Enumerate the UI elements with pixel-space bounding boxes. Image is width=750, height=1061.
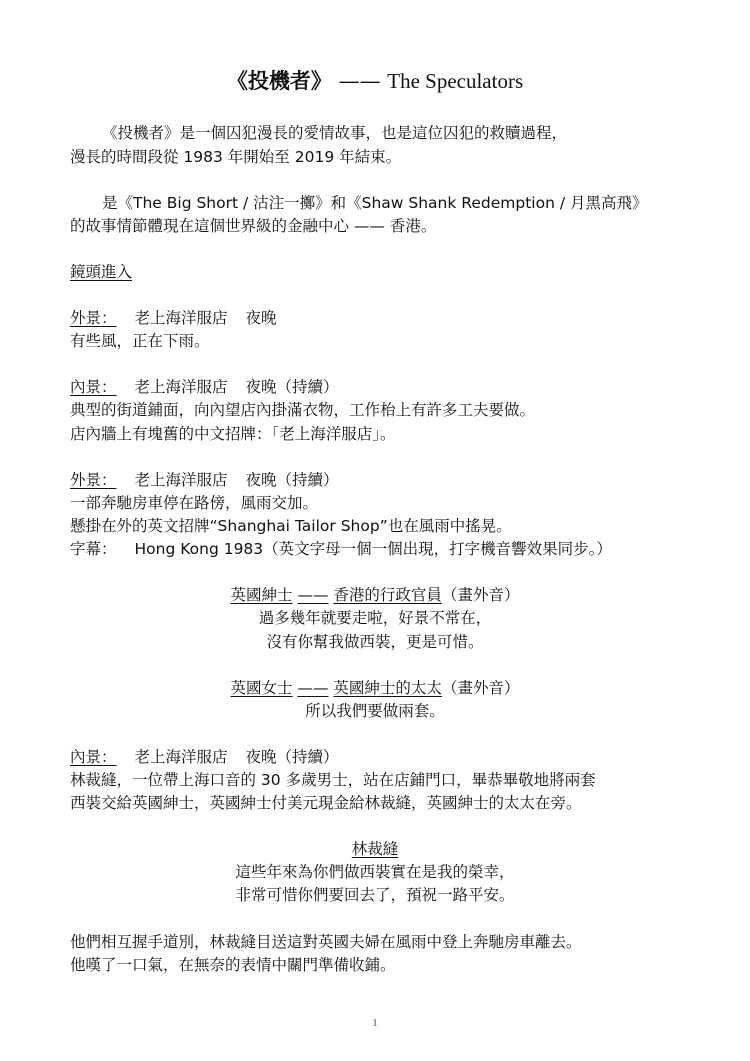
scene-label: 內景： — [70, 748, 117, 766]
speaker-name: 林裁縫 — [351, 840, 399, 858]
dialogue3-speaker — [0, 838, 750, 860]
scene1-heading — [70, 307, 277, 329]
closing-line1: 他們相互握手道別，林裁縫目送這對英國夫婦在風雨中登上奔馳房車離去。 — [70, 933, 582, 951]
scene-time: 夜晚 — [245, 309, 277, 327]
scene-label: 內景： — [70, 378, 117, 396]
scene-place: 老上海洋服店 — [134, 748, 228, 766]
scene-label: 外景： — [70, 309, 117, 327]
scene2-line1: 典型的街道鋪面，向內望店內掛滿衣物，工作枱上有許多工夫要做。 — [70, 401, 536, 419]
dialogue2-line1: 所以我們要做兩套。 — [305, 702, 445, 720]
dialogue2-speaker — [0, 677, 750, 699]
intro-p2-line2: 的故事情節體現在這個世界級的金融中心 —— 香港。 — [70, 217, 437, 235]
dialogue3-line1: 這些年來為你們做西裝實在是我的榮幸， — [235, 863, 515, 881]
dialogue3-line2: 非常可惜你們要回去了，預祝一路平安。 — [235, 886, 515, 904]
document-title — [0, 64, 750, 98]
scene-place: 老上海洋服店 — [134, 378, 228, 396]
speaker-b: 香港的行政官員 — [333, 586, 442, 604]
dialogue1-speaker — [0, 584, 750, 606]
scene4-heading — [70, 746, 339, 768]
scene2-heading — [70, 376, 339, 398]
scene-time: 夜晚（持續） — [245, 378, 339, 396]
scene-label: 外景： — [70, 471, 117, 489]
speaker-note: （畫外音） — [441, 679, 520, 697]
scene-place: 老上海洋服店 — [134, 471, 228, 489]
subtitle-text: Hong Kong 1983（英文字母一個一個出現，打字機音響效果同步。） — [134, 540, 612, 558]
camera-in-heading: 鏡頭進入 — [70, 263, 133, 281]
title-english: The Speculators — [387, 69, 524, 93]
closing-line2: 他嘆了一口氣，在無奈的表情中關門準備收鋪。 — [70, 956, 396, 974]
dialogue1-line1: 過多幾年就要走啦，好景不常在， — [258, 609, 492, 627]
dialogue1-line2: 沒有你幫我做西裝，更是可惜。 — [266, 633, 484, 651]
intro-p1-line2: 漫長的時間段從 1983 年開始至 2019 年結束。 — [70, 148, 402, 166]
scene3-subtitle — [70, 538, 612, 560]
intro-p2-line1: 是《The Big Short / 沽注一擲》和《Shaw Shank Redemption / 月黑高飛》 — [102, 194, 648, 212]
scene2-line2: 店內牆上有塊舊的中文招牌：「老上海洋服店」。 — [70, 425, 396, 443]
speaker-b: 英國紳士的太太 — [333, 679, 442, 697]
speaker-dash: —— — [297, 679, 329, 697]
speaker-a: 英國女士 — [230, 679, 293, 697]
scene3-heading — [70, 469, 339, 491]
scene4-line1: 林裁縫，一位帶上海口音的 30 多歲男士，站在店鋪門口，畢恭畢敬地將兩套 — [70, 771, 596, 789]
speaker-note: （畫外音） — [441, 586, 520, 604]
speaker-a: 英國紳士 — [230, 586, 293, 604]
scene3-line1: 一部奔馳房車停在路傍，風雨交加。 — [70, 494, 319, 512]
title-dash: —— — [338, 69, 381, 93]
speaker-dash: —— — [297, 586, 329, 604]
intro-p1-line1: 《投機者》是一個囚犯漫長的愛情故事，也是這位囚犯的救贖過程， — [102, 124, 568, 142]
subtitle-label: 字幕： — [70, 540, 117, 558]
scene-place: 老上海洋服店 — [134, 309, 228, 327]
scene3-line2: 懸掛在外的英文招牌“Shanghai Tailor Shop”也在風雨中搖晃。 — [70, 517, 512, 535]
scene4-line2: 西裝交給英國紳士，英國紳士付美元現金給林裁縫，英國紳士的太太在旁。 — [70, 794, 582, 812]
scene-time: 夜晚（持續） — [245, 471, 339, 489]
title-chinese: 《投機者》 — [226, 69, 332, 93]
scene1-line1: 有些風，正在下雨。 — [70, 332, 210, 350]
page-number: 1 — [372, 1017, 378, 1029]
scene-time: 夜晚（持續） — [245, 748, 339, 766]
